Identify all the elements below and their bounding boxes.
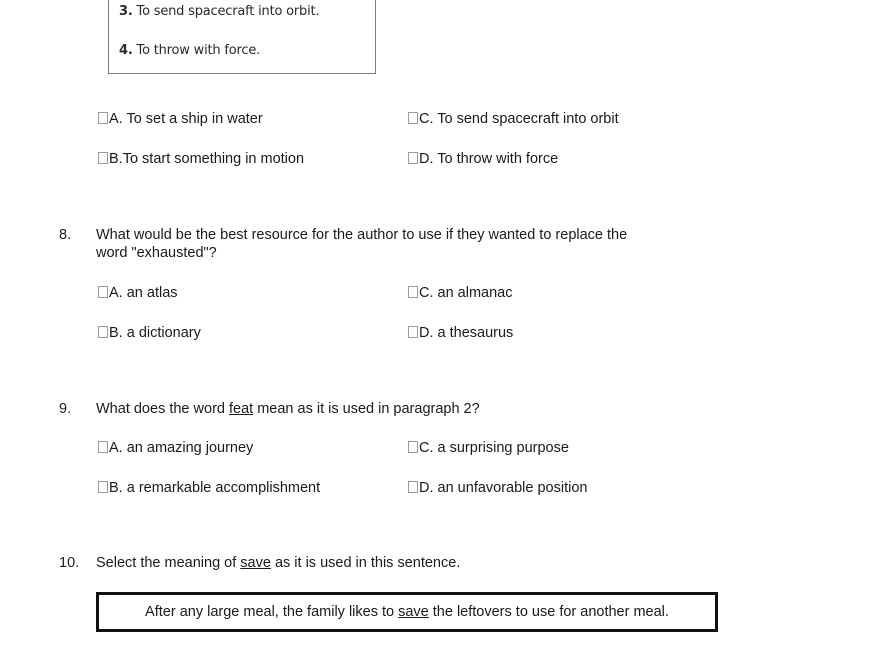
q9-text-after: mean as it is used in paragraph 2?	[253, 401, 480, 417]
sentence-after: the leftovers to use for another meal.	[428, 604, 669, 620]
checkbox-icon[interactable]	[98, 481, 108, 493]
option-label: D. an unfavorable position	[419, 480, 588, 496]
checkbox-icon[interactable]	[408, 152, 418, 164]
q7-option-a[interactable]	[98, 110, 263, 128]
q8-option-d[interactable]	[408, 324, 513, 342]
q8-question-text	[96, 226, 736, 262]
q10-text-after: as it is used in this sentence.	[270, 555, 461, 571]
option-label: A. an amazing journey	[109, 440, 254, 456]
q8-text-line1: What would be the best resource for the author to use if they wanted to replace the	[96, 227, 628, 243]
checkbox-icon[interactable]	[98, 152, 108, 164]
q10-text-before: Select the meaning of	[96, 555, 241, 571]
q9-keyword: feat	[229, 401, 254, 417]
option-label: C. an almanac	[419, 285, 513, 301]
q8-option-c[interactable]	[408, 284, 513, 302]
definition-box	[108, 0, 376, 74]
q8-option-a[interactable]	[98, 284, 178, 302]
checkbox-icon[interactable]	[408, 286, 418, 298]
option-label: B. a dictionary	[109, 325, 201, 341]
sentence-keyword: save	[398, 604, 429, 620]
option-label: D. a thesaurus	[419, 325, 514, 341]
q7-option-d[interactable]	[408, 150, 558, 168]
q7-option-c[interactable]	[408, 110, 619, 128]
checkbox-icon[interactable]	[408, 326, 418, 338]
q10-question-text	[96, 554, 736, 572]
q9-option-a[interactable]	[98, 439, 253, 457]
q9-question-text	[96, 400, 736, 418]
sentence-before: After any large meal, the family likes to	[145, 604, 399, 620]
q8-text-line2: word "exhausted"?	[96, 245, 217, 261]
checkbox-icon[interactable]	[408, 441, 418, 453]
definition-number: 4.	[119, 43, 133, 58]
option-label: D. To throw with force	[419, 151, 559, 167]
option-label: B.To start something in motion	[109, 151, 305, 167]
q9-option-d[interactable]	[408, 479, 587, 497]
q9-option-c[interactable]	[408, 439, 569, 457]
option-label: C. To send spacecraft into orbit	[419, 111, 619, 127]
q9-text-before: What does the word	[96, 401, 229, 417]
q9-number: 9.	[59, 401, 72, 417]
checkbox-icon[interactable]	[98, 326, 108, 338]
option-label: A. an atlas	[109, 285, 178, 301]
definition-item-4	[119, 43, 260, 58]
definition-text: To throw with force.	[136, 43, 261, 58]
q8-number: 8.	[59, 227, 72, 243]
checkbox-icon[interactable]	[408, 481, 418, 493]
q9-option-b[interactable]	[98, 479, 320, 497]
q10-number: 10.	[59, 555, 80, 571]
definition-number: 3.	[119, 4, 133, 19]
definition-item-3	[119, 4, 319, 19]
q7-option-b[interactable]	[98, 150, 304, 168]
checkbox-icon[interactable]	[98, 286, 108, 298]
checkbox-icon[interactable]	[98, 112, 108, 124]
q10-keyword: save	[240, 555, 271, 571]
definition-text: To send spacecraft into orbit.	[136, 4, 320, 19]
checkbox-icon[interactable]	[98, 441, 108, 453]
option-label: C. a surprising purpose	[419, 440, 569, 456]
option-label: B. a remarkable accomplishment	[109, 480, 321, 496]
q8-option-b[interactable]	[98, 324, 201, 342]
option-label: A. To set a ship in water	[109, 111, 263, 127]
sentence-box	[96, 592, 718, 632]
checkbox-icon[interactable]	[408, 112, 418, 124]
